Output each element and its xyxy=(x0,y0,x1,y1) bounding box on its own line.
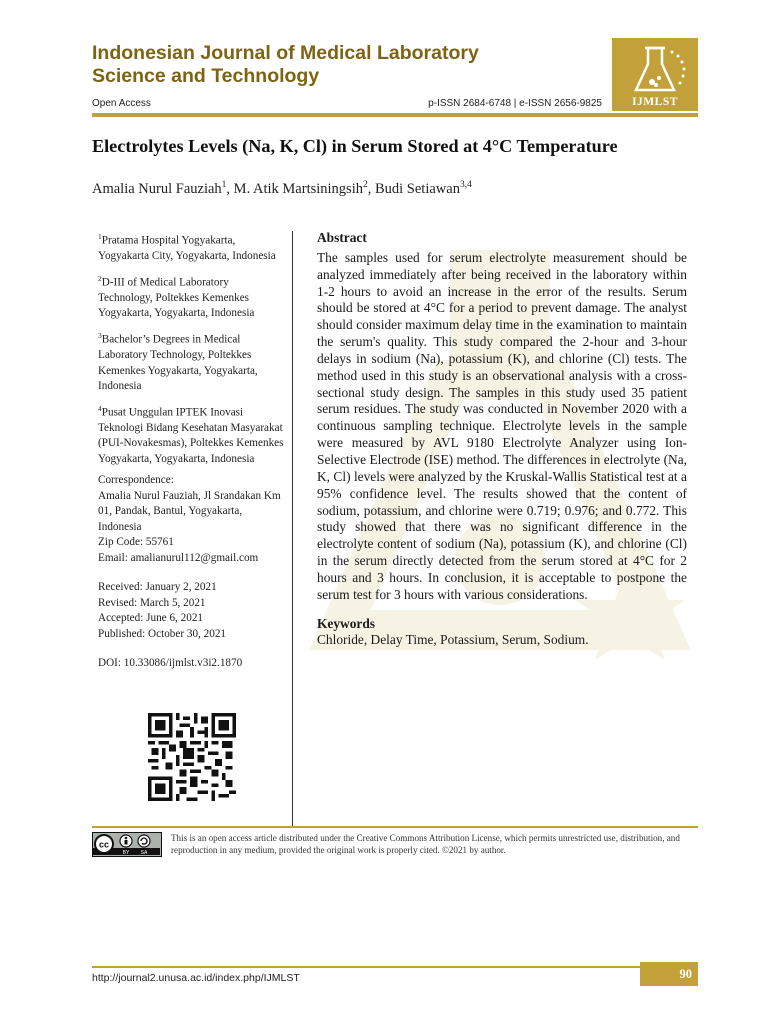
svg-text:cc: cc xyxy=(98,839,110,850)
article-info-column xyxy=(98,229,286,672)
cc-by-label: BY xyxy=(122,850,130,855)
keywords-heading: Keywords xyxy=(317,615,376,631)
correspondence-label: Correspondence: xyxy=(98,474,174,487)
article-title: Electrolytes Levels (Na, K, Cl) in Serum Stored at 4°C Temperature xyxy=(92,136,618,156)
author-affil-number: 3,4 xyxy=(459,180,472,190)
cc-sa-label: SA xyxy=(140,850,148,855)
logo-text: IJMLST xyxy=(632,96,678,108)
journal-name-line2: Science and Technology xyxy=(92,65,320,87)
author-name: Amalia Nurul Fauziah xyxy=(92,180,222,197)
open-access-label: Open Access xyxy=(92,98,151,109)
author-name: M. Atik Martsiningsih xyxy=(233,180,363,197)
date-revised: Revised: March 5, 2021 xyxy=(98,596,206,609)
affiliation-2 xyxy=(98,271,286,322)
correspondence-email[interactable]: Email: amalianurul112@gmail.com xyxy=(98,551,259,564)
affiliation-text: Pusat Unggulan IPTEK Inovasi Teknologi Bidang Kesehatan Masyarakat (PUI-Novakesmas), Poltekkes Kemenkes Yogyakarta, Yogyakarta, Indonesia xyxy=(98,406,284,465)
journal-name xyxy=(92,42,592,88)
journal-name-line1: Indonesian Journal of Medical Laboratory xyxy=(92,42,479,64)
affiliation-text: Bachelor’s Degrees in Medical Laboratory Technology, Poltekkes Kemenkes Yogyakarta, Yogyakarta, Indonesia xyxy=(98,333,258,393)
affiliation-3 xyxy=(98,328,286,395)
affiliation-number: 3 xyxy=(98,330,102,340)
date-received: Received: January 2, 2021 xyxy=(98,581,217,594)
column-divider xyxy=(292,231,293,826)
abstract-section xyxy=(317,230,687,649)
header-meta-row xyxy=(92,98,602,112)
correspondence-block xyxy=(98,473,286,566)
date-accepted: Accepted: June 6, 2021 xyxy=(98,612,204,625)
doi-link[interactable]: DOI: 10.33086/ijmlst.v3i2.1870 xyxy=(98,657,243,670)
correspondence-address: Amalia Nurul Fauziah, Jl Srandakan Km 01, Pandak, Bantul, Yogyakarta, Indonesia xyxy=(98,489,281,533)
abstract-text: The samples used for serum electrolyte measurement should be analyzed immediately after being received in the laboratory within 1-2 hours to avoid an increase in the error of the results. Serum should be stored at 4°C for a period to prevent damage. The analyst should consider maximum delay time in the examination to maintain the serum's quality. This study compared the 2-hour and 3-hour delays in sodium (Na), potassium (K), and chlorine (Cl) tests. The method used in this study is an observational analysis with a cross-sectional study design. The samples in this study used 35 patient serum residues. The study was conducted in November 2020 with a continuous sampling technique. Electrolyte levels in the sample were measured by AVL 9180 Electrolyte Analyzer using Ion-Selective Electrode (ISE) method. The differences in electrolyte (Na, K, Cl) levels were analyzed by the Kruskal-Wallis Statistical test at a 95% confidence level. The results showed that the content of sodium, potassium, and chlorine were 0.719; 0.976; and 0.772. This study showed that there was no significant difference in the electrolyte content of sodium (Na), potassium (K), and chlorine (Cl) in the serum directly detected from the serum stored at 4°C for 2 hours and 3 hours. In conclusion, it is acceptable to postpone the serum test for 3 hours with various considerations. xyxy=(317,249,687,602)
affiliation-text: D-III of Medical Laboratory Technology, Poltekkes Kemenkes Yogyakarta, Yogyakarta, Indonesia xyxy=(98,276,255,320)
footer-url-link[interactable]: http://journal2.unusa.ac.id/index.php/IJMLST xyxy=(92,972,300,984)
author-separator: , xyxy=(226,180,234,197)
article-dates xyxy=(98,580,286,642)
abstract-heading: Abstract xyxy=(317,230,367,245)
page-number: 90 xyxy=(640,962,698,986)
affiliation-text: Pratama Hospital Yogyakarta, Yogyakarta City, Yogyakarta, Indonesia xyxy=(98,234,276,263)
cc-license-badge[interactable] xyxy=(92,832,162,857)
affiliation-number: 4 xyxy=(98,403,102,413)
affiliation-number: 1 xyxy=(98,232,102,241)
correspondence-zip: Zip Code: 55761 xyxy=(98,536,174,549)
author-separator: , xyxy=(367,180,375,197)
license-divider xyxy=(92,826,698,828)
issn-label: p-ISSN 2684-6748 | e-ISSN 2656-9825 xyxy=(428,98,602,109)
affiliation-4 xyxy=(98,401,286,468)
journal-logo xyxy=(612,38,698,111)
affiliation-1 xyxy=(98,229,286,265)
affiliation-number: 2 xyxy=(98,273,102,283)
author-affil-number: 2 xyxy=(362,180,368,190)
cc-by-sa-icon xyxy=(93,833,160,855)
author-affil-number: 1 xyxy=(221,180,227,190)
header-divider xyxy=(92,113,698,117)
license-text: This is an open access article distributed under the Creative Commons Attribution License, which permits unrestricted use, distribution, and reproduction in any medium, provided the original work is properly cited. ©2021 by author. xyxy=(171,833,680,855)
author-list xyxy=(92,175,698,199)
footer-divider xyxy=(92,966,698,968)
keywords-text: Chloride, Delay Time, Potassium, Serum, Sodium. xyxy=(317,632,589,648)
author-name: Budi Setiawan xyxy=(374,180,460,197)
date-published: Published: October 30, 2021 xyxy=(98,627,227,640)
qr-code-icon xyxy=(148,713,236,801)
